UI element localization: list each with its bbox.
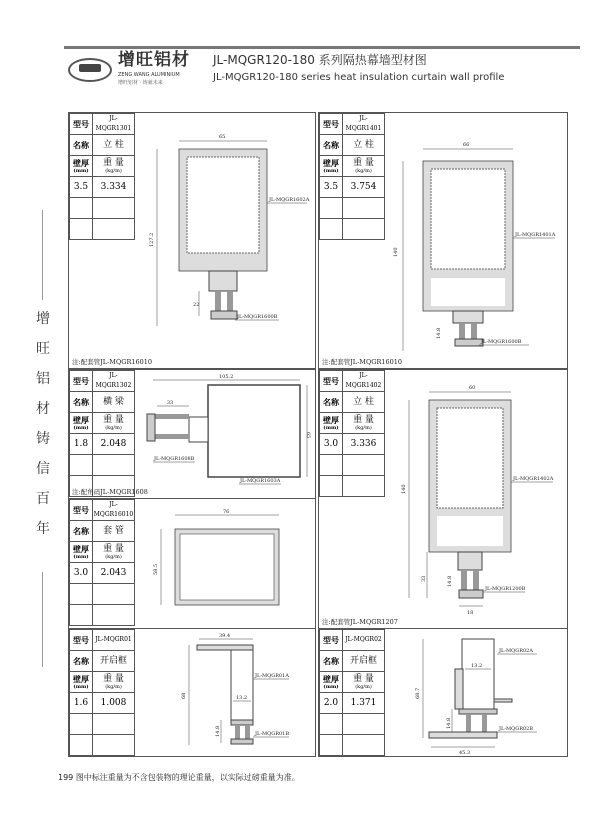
weight-label: 重 量 (kg/m) bbox=[93, 672, 135, 693]
part-label: JL-MQGR1603A bbox=[240, 478, 281, 484]
profile-cell bbox=[68, 628, 316, 757]
footer-note: 199 图中标注重量为不含包装物的理论重量，以实际过磅重量为准。 bbox=[58, 773, 300, 782]
weight-value: 1.371 bbox=[343, 693, 385, 714]
model-label: 型号 bbox=[320, 114, 343, 135]
wall-value: 1.8 bbox=[70, 434, 93, 455]
model-value: JL-MQGR1302 bbox=[93, 371, 135, 392]
model-label: 型号 bbox=[70, 500, 93, 521]
brand-name-en: ZENG WANG ALUMINIUM bbox=[118, 72, 180, 78]
weight-label: 重 量 (kg/m) bbox=[343, 156, 385, 177]
model-value: JL-MQGR16010 bbox=[93, 500, 135, 521]
name-value: 开启框 bbox=[93, 651, 135, 672]
wall-value: 1.6 bbox=[70, 693, 93, 714]
name-value: 开启框 bbox=[343, 651, 385, 672]
dim-label: 14.8 bbox=[436, 327, 442, 339]
part-label: JL-MQGR1200B bbox=[485, 586, 526, 592]
dim-label: 58.5 bbox=[153, 563, 159, 575]
side-divider bbox=[42, 572, 43, 667]
dim-label: 68 bbox=[181, 692, 187, 699]
name-label: 名称 bbox=[70, 392, 93, 413]
part-label: JL-MQGR1608B bbox=[154, 456, 195, 462]
name-label: 名称 bbox=[70, 521, 93, 542]
wall-value: 3.5 bbox=[320, 177, 343, 198]
dim-label: 66 bbox=[463, 142, 470, 148]
part-label: JL-MQGR1600B bbox=[481, 339, 522, 345]
brand-slogan: 增旺铝材 · 铸就未来 bbox=[118, 80, 163, 86]
dim-label: 127.2 bbox=[149, 232, 155, 247]
wall-label: 壁厚 (mm) bbox=[320, 672, 343, 693]
name-label: 名称 bbox=[320, 392, 343, 413]
profile-note: 注:配套管JL-MQGR1207 bbox=[322, 618, 398, 626]
dim-label: 105.2 bbox=[219, 374, 234, 380]
name-value: 横 梁 bbox=[93, 392, 135, 413]
side-divider bbox=[42, 210, 43, 300]
dim-label: 45.3 bbox=[459, 750, 471, 756]
part-label: JL-MQGR01B bbox=[255, 731, 290, 737]
dim-label: 140 bbox=[393, 247, 399, 257]
weight-label: 重 量 (kg/m) bbox=[93, 542, 135, 563]
weight-value: 3.336 bbox=[343, 434, 385, 455]
weight-value: 2.043 bbox=[93, 563, 135, 584]
dim-label: 14.8 bbox=[215, 725, 221, 737]
header-rule bbox=[64, 46, 580, 49]
brand-name: 增旺铝材 bbox=[118, 50, 190, 70]
model-label: 型号 bbox=[70, 630, 93, 651]
model-label: 型号 bbox=[70, 371, 93, 392]
part-label: JL-MQGR02B bbox=[499, 726, 534, 732]
part-label: JL-MQGR1401A bbox=[515, 232, 556, 238]
dim-label: 14.8 bbox=[447, 575, 453, 587]
weight-value: 3.334 bbox=[93, 177, 135, 198]
weight-value: 1.008 bbox=[93, 693, 135, 714]
dim-label: 65 bbox=[305, 432, 311, 439]
part-label: JL-MQGR01A bbox=[255, 673, 289, 679]
profile-drawing bbox=[319, 370, 569, 630]
profile-drawing bbox=[319, 113, 569, 370]
part-label: JL-MQGR1600B bbox=[237, 314, 278, 320]
dim-label: 65 bbox=[219, 134, 226, 140]
name-value: 立 柱 bbox=[93, 135, 135, 156]
dim-label: 18 bbox=[467, 610, 474, 616]
profile-cell bbox=[318, 628, 568, 757]
wall-value: 3.5 bbox=[70, 177, 93, 198]
dim-label: 13.2 bbox=[236, 695, 248, 701]
wall-label: 壁厚 (mm) bbox=[70, 413, 93, 434]
profile-cell bbox=[318, 369, 568, 629]
dim-label: 140 bbox=[401, 484, 407, 494]
wall-value: 3.0 bbox=[320, 434, 343, 455]
wall-label: 壁厚 (mm) bbox=[70, 542, 93, 563]
dim-label: 60 bbox=[469, 385, 476, 391]
profile-cell bbox=[68, 369, 316, 499]
dim-label: 14.8 bbox=[446, 717, 452, 729]
dim-label: 76 bbox=[223, 509, 230, 515]
model-label: 型号 bbox=[320, 371, 343, 392]
part-label: JL-MQGR1602A bbox=[269, 197, 310, 203]
part-label: JL-MQGR1402A bbox=[513, 476, 554, 482]
wall-value: 2.0 bbox=[320, 693, 343, 714]
model-value: JL-MQGR1402 bbox=[343, 371, 385, 392]
profile-note: 注:配套管JL-MQGR16010 bbox=[322, 358, 403, 366]
name-label: 名称 bbox=[70, 135, 93, 156]
profile-note: 注:配套管JL-MQGR16010 bbox=[72, 358, 153, 366]
wall-label: 壁厚 (mm) bbox=[320, 156, 343, 177]
wall-label: 壁厚 (mm) bbox=[70, 672, 93, 693]
profile-cell bbox=[68, 498, 316, 629]
model-label: 型号 bbox=[320, 630, 343, 651]
weight-value: 3.754 bbox=[343, 177, 385, 198]
part-label: JL-MQGR02A bbox=[499, 648, 533, 654]
profile-drawing bbox=[319, 629, 569, 758]
page-title-cn: JL-MQGR120-180 系列隔热幕墙型材图 bbox=[213, 53, 427, 67]
profile-drawing bbox=[69, 499, 317, 630]
profile-cell bbox=[318, 112, 568, 369]
model-value: JL-MQGR1301 bbox=[93, 114, 135, 135]
dim-label: 22 bbox=[193, 302, 200, 308]
name-label: 名称 bbox=[320, 135, 343, 156]
weight-label: 重 量 (kg/m) bbox=[343, 413, 385, 434]
name-label: 名称 bbox=[70, 651, 93, 672]
name-value: 立 柱 bbox=[343, 135, 385, 156]
profile-drawing bbox=[69, 113, 317, 370]
side-slogan: 增 旺 铝 材 铸 信 百 年 bbox=[36, 311, 50, 537]
weight-value: 2.048 bbox=[93, 434, 135, 455]
model-value: JL-MQGR01 bbox=[93, 630, 135, 651]
profile-drawing bbox=[69, 370, 317, 500]
dim-label: 39.4 bbox=[219, 633, 231, 639]
dim-label: 33 bbox=[421, 575, 427, 582]
weight-label: 重 量 (kg/m) bbox=[343, 672, 385, 693]
page-title-en: JL-MQGR120-180 series heat insulation curtain wall profile bbox=[213, 72, 505, 83]
dim-label: 33 bbox=[167, 400, 174, 406]
wall-label: 壁厚 (mm) bbox=[320, 413, 343, 434]
model-value: JL-MQGR1401 bbox=[343, 114, 385, 135]
name-value: 套 管 bbox=[93, 521, 135, 542]
dim-label: 68.7 bbox=[415, 687, 421, 699]
weight-label: 重 量 (kg/m) bbox=[93, 156, 135, 177]
brand-logo bbox=[68, 58, 112, 82]
dim-label: 13.2 bbox=[471, 663, 483, 669]
name-value: 立 柱 bbox=[343, 392, 385, 413]
wall-label: 壁厚 (mm) bbox=[70, 156, 93, 177]
name-label: 名称 bbox=[320, 651, 343, 672]
profile-cell bbox=[68, 112, 316, 369]
profile-note: 注:配角码JL-MQGR1608 bbox=[72, 488, 148, 496]
model-label: 型号 bbox=[70, 114, 93, 135]
model-value: JL-MQGR02 bbox=[343, 630, 385, 651]
profile-drawing bbox=[69, 629, 317, 758]
wall-value: 3.0 bbox=[70, 563, 93, 584]
weight-label: 重 量 (kg/m) bbox=[93, 413, 135, 434]
